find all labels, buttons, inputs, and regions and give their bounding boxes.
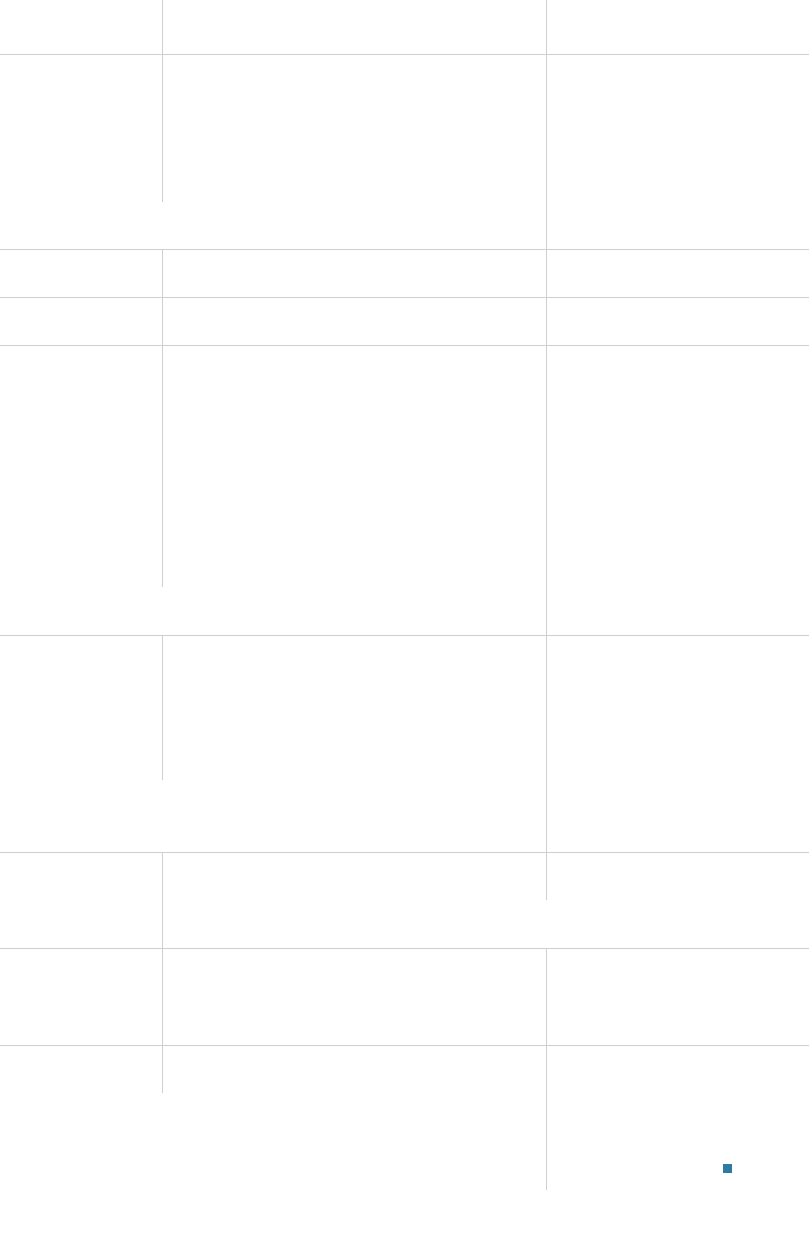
- column-divider: [546, 297, 547, 345]
- column-divider: [546, 54, 547, 249]
- column-divider: [162, 0, 163, 54]
- column-divider: [162, 635, 163, 780]
- row-divider: [0, 54, 809, 55]
- column-divider: [162, 1045, 163, 1093]
- column-divider: [546, 0, 547, 54]
- row-divider: [0, 1045, 809, 1046]
- column-divider: [162, 297, 163, 345]
- row-divider: [0, 948, 809, 949]
- column-divider: [162, 345, 163, 587]
- row-divider: [0, 297, 809, 298]
- column-divider: [162, 249, 163, 297]
- column-divider: [546, 345, 547, 635]
- row-divider: [0, 852, 809, 853]
- square-marker-icon: [723, 1164, 732, 1173]
- column-divider: [546, 249, 547, 297]
- row-divider: [0, 345, 809, 346]
- column-divider: [546, 635, 547, 852]
- row-divider: [0, 249, 809, 250]
- column-divider: [162, 948, 163, 1045]
- column-divider: [546, 948, 547, 1045]
- column-divider: [546, 1045, 547, 1190]
- column-divider: [162, 54, 163, 202]
- column-divider: [162, 852, 163, 948]
- column-divider: [546, 852, 547, 900]
- row-divider: [0, 635, 809, 636]
